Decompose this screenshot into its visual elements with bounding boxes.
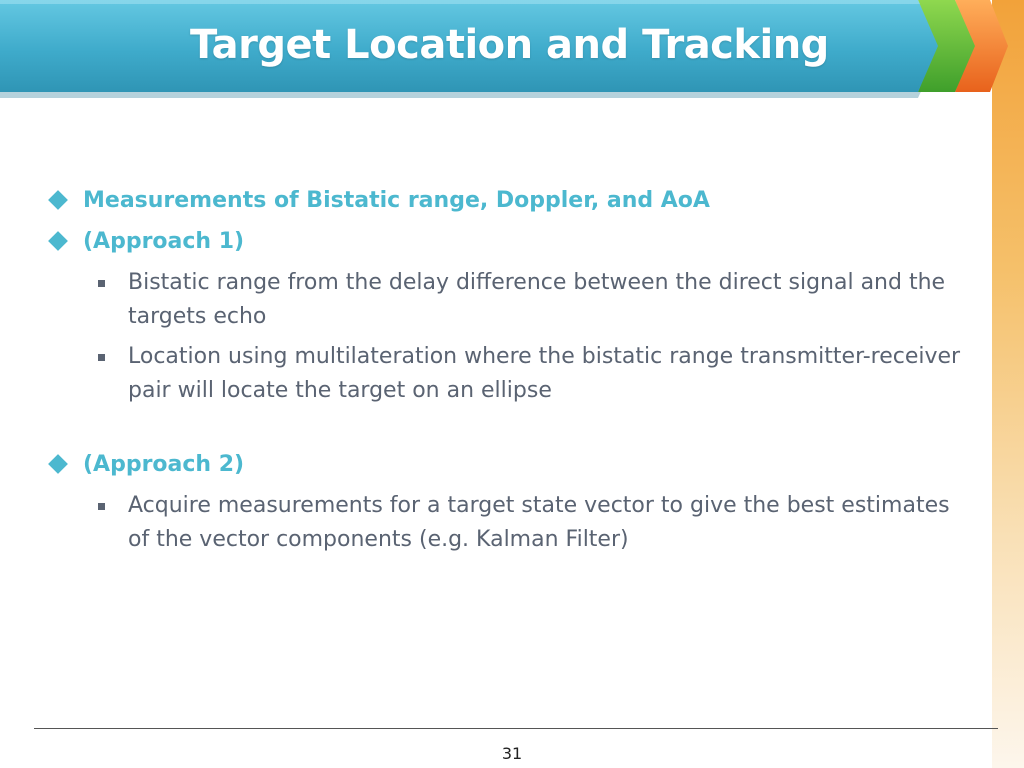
square-bullet-icon (98, 354, 105, 361)
bullet-level1-measurements (44, 184, 964, 225)
square-bullet-icon (98, 280, 105, 287)
diamond-bullet-icon (48, 190, 68, 210)
bullet-level2-acquire-measurements (44, 489, 964, 557)
bullet-text: (Approach 1) (83, 229, 245, 254)
slide-title: Target Location and Tracking (190, 22, 829, 68)
square-bullet-icon (98, 503, 105, 510)
bullet-level1-approach-1 (44, 225, 964, 266)
banner-highlight (0, 0, 920, 4)
bullet-level2-location-multilateration (44, 340, 964, 408)
footer-divider (34, 728, 998, 729)
bullet-text: Acquire measurements for a target state vector to give the best estimates of the vector components (e.g. Kalman Filter) (128, 493, 950, 552)
decorative-side-strip (992, 0, 1024, 768)
spacer (44, 414, 964, 448)
bullet-level2-bistatic-range (44, 266, 964, 334)
page-number: 31 (501, 744, 523, 763)
bullet-text: Location using multilateration where the bistatic range transmitter-receiver pair will locate the target on an ellipse (128, 344, 961, 403)
slide-content (44, 184, 964, 563)
diamond-bullet-icon (48, 454, 68, 474)
bullet-level1-approach-2 (44, 448, 964, 489)
diamond-bullet-icon (48, 231, 68, 251)
bullet-text: Bistatic range from the delay difference between the direct signal and the targets echo (128, 270, 946, 329)
title-banner (0, 0, 990, 100)
bullet-text: (Approach 2) (83, 452, 245, 477)
bullet-text: Measurements of Bistatic range, Doppler, and AoA (83, 188, 710, 213)
